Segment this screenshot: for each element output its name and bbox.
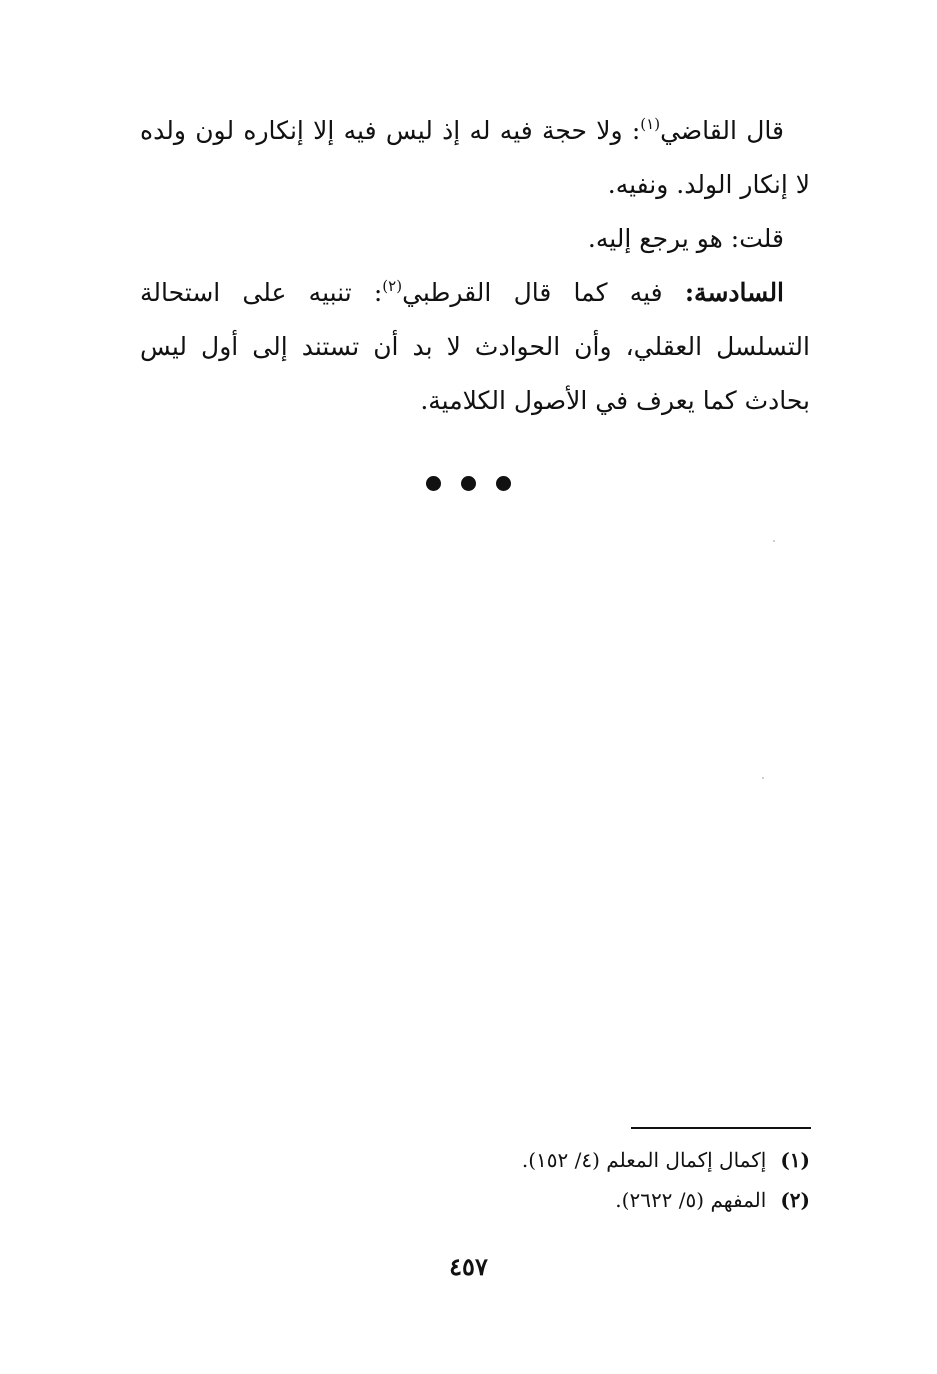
paragraph-sadisa	[140, 266, 810, 428]
footnote-2	[140, 1180, 810, 1220]
main-text	[140, 104, 810, 428]
footnote-text: إكمال إكمال المعلم (٤/ ١٥٢).	[521, 1148, 767, 1172]
paragraph-text: : تنبيه على استحالة التسلسل العقلي، وأن الحوادث لا بد أن تستند إلى أول ليس بحادث كما يعرف في الأصول الكلامية.	[140, 278, 810, 415]
footnote-1	[140, 1140, 810, 1180]
separator-dot	[496, 476, 511, 491]
footnote-ref-2[interactable]: (٢)	[382, 277, 403, 295]
footnote-divider	[631, 1127, 811, 1129]
page-number: ٤٥٧	[449, 1252, 488, 1281]
paragraph-qadi	[140, 104, 810, 212]
footnotes	[140, 1140, 810, 1220]
footnote-ref-1[interactable]: (١)	[640, 115, 661, 133]
paragraph-lead: السادسة:	[684, 278, 785, 307]
separator-dot	[461, 476, 476, 491]
paragraph-text: قال القاضي	[660, 116, 784, 145]
section-separator	[0, 476, 937, 491]
scan-speck	[762, 777, 764, 779]
paragraph-text: : ولا حجة فيه له إذ ليس فيه إلا إنكاره لون ولده لا إنكار الولد. ونفيه.	[140, 116, 810, 199]
footnote-text: المفهم (٥/ ٢٦٢٢).	[615, 1188, 767, 1212]
paragraph-text: قلت: هو يرجع إليه.	[587, 224, 784, 253]
paragraph-text: فيه كما قال القرطبي	[402, 278, 685, 307]
separator-dot	[426, 476, 441, 491]
paragraph-qultu	[140, 212, 810, 266]
footnote-number: (٢)	[780, 1188, 810, 1212]
footnote-number: (١)	[780, 1148, 810, 1172]
scan-speck	[773, 540, 775, 542]
